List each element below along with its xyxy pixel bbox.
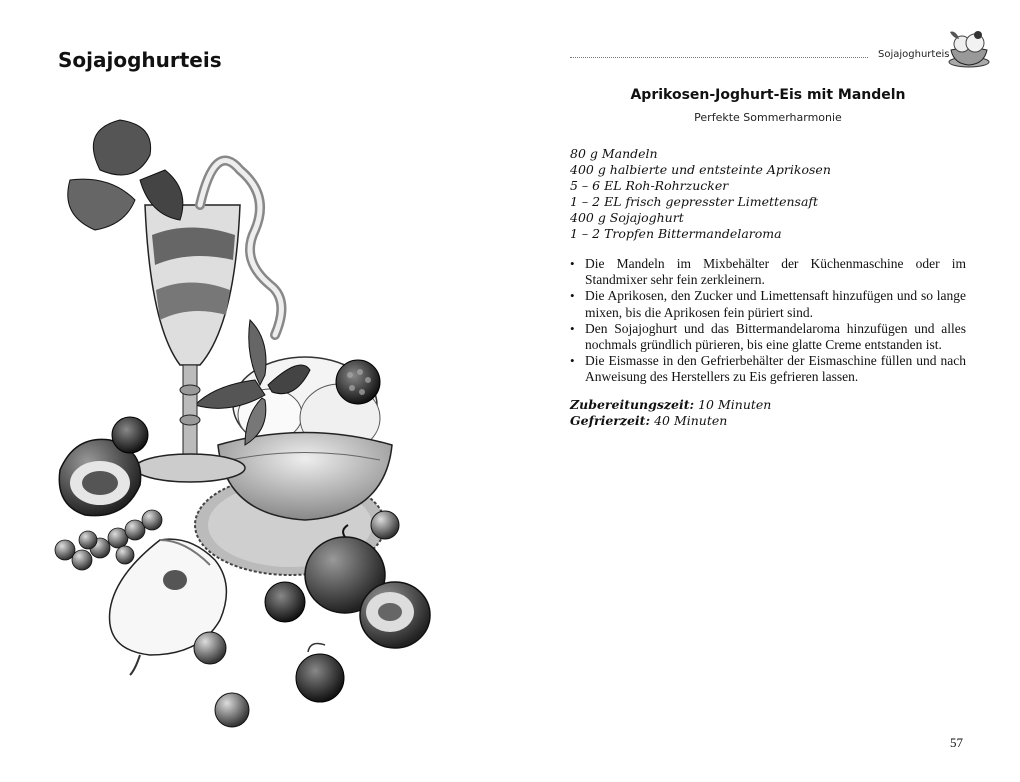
recipe-times bbox=[570, 397, 966, 429]
prep-time bbox=[570, 397, 966, 413]
ice-cream-and-fruit-illustration-icon bbox=[40, 100, 510, 740]
running-head: Sojajoghurteis bbox=[878, 49, 950, 60]
ingredient-item: 5 – 6 EL Roh-Rohrzucker bbox=[570, 178, 729, 193]
ingredient-item: 1 – 2 Tropfen Bittermandelaroma bbox=[570, 226, 782, 241]
ingredient-item: 1 – 2 EL frisch gepresster Limettensaft bbox=[570, 194, 819, 209]
ingredient-list bbox=[570, 146, 970, 242]
running-head-dotted-line bbox=[570, 57, 868, 58]
prep-time-label: Zubereitungszeit: bbox=[570, 397, 695, 412]
ingredient-item: 400 g halbierte und entsteinte Aprikosen bbox=[570, 162, 831, 177]
freeze-time-label: Gefrierzeit: bbox=[570, 413, 651, 428]
prep-time-value: 10 Minuten bbox=[698, 397, 772, 412]
page-number: 57 bbox=[950, 735, 963, 750]
freeze-time-value: 40 Minuten bbox=[654, 413, 728, 428]
instruction-list bbox=[570, 256, 966, 386]
instruction-step: • Die Eismasse in den Gefrierbehälter der Eismaschine füllen und nach Anweisung des Herstellers zu Eis gefrieren lassen. bbox=[570, 353, 966, 385]
ice-cream-bowl-icon bbox=[944, 22, 994, 72]
ingredient-item: 80 g Mandeln bbox=[570, 146, 658, 161]
left-page-title: Sojajoghurteis bbox=[58, 48, 222, 72]
instruction-step: • Den Sojajoghurt und das Bittermandelaroma hinzufügen und alles nochmals gründlich pürieren, bis eine glatte Creme entstanden ist. bbox=[570, 321, 966, 353]
recipe-title: Aprikosen-Joghurt-Eis mit Mandeln bbox=[630, 87, 906, 103]
recipe-subtitle: Perfekte Sommerharmonie bbox=[694, 111, 842, 124]
instruction-step: • Die Mandeln im Mixbehälter der Küchenmaschine oder im Standmixer sehr fein zerkleinern. bbox=[570, 256, 966, 288]
ingredient-item: 400 g Sojajoghurt bbox=[570, 210, 684, 225]
freeze-time bbox=[570, 413, 966, 429]
instruction-step: • Die Aprikosen, den Zucker und Limettensaft hinzufügen und so lange mixen, bis die Aprikosen fein püriert sind. bbox=[570, 288, 966, 320]
